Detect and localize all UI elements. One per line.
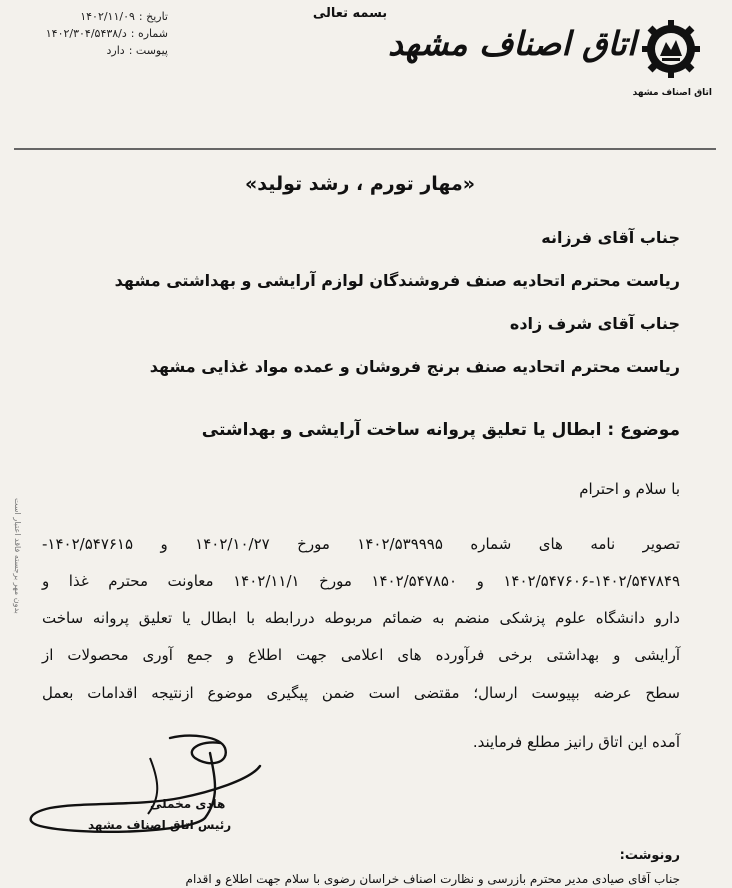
slogan: «مهار تورم ، رشد تولید»	[244, 173, 476, 195]
recipient-1-name: جناب آقای فرزانه	[541, 228, 680, 247]
body-line: ۱۴۰۲/۵۴۷۶۰۶-۱۴۰۲/۵۴۷۸۴۹ و ۱۴۰۲/۵۴۷۸۵۰ مورخ ۱۴۰۲/۱۱/۱ معاونت محترم غذا و	[42, 572, 681, 590]
signer-name: هادی مخملی	[150, 797, 226, 811]
recipient-2-title: ریاست محترم اتحادیه صنف برنج فروشان و عمده مواد غذایی مشهد	[149, 357, 680, 376]
letter-metadata	[18, 8, 168, 59]
body-line: سطح عرضه بپیوست ارسال؛ مقتضی است ضمن پیگیری موضوع ازنتیجه اقدامات بعمل	[42, 684, 680, 702]
body-line: آمده این اتاق رانیز مطلع فرمایند.	[472, 733, 680, 751]
logo-caption: اتاق اصناف مشهد	[632, 88, 712, 98]
date-row	[18, 8, 168, 25]
number-label: شماره :	[130, 27, 168, 40]
cc-recipient-line: جناب آقای صیادی مدیر محترم بازرسی و نظارت اصناف خراسان رضوی با سلام جهت اطلاع و اقدام	[185, 872, 680, 886]
org-name-calligraphy: اتاق اصناف مشهد	[387, 24, 636, 63]
number-row	[18, 25, 168, 42]
cc-label: رونوشت:	[619, 848, 680, 863]
body-line: تصویر نامه های شماره ۱۴۰۲/۵۳۹۹۹۵ مورخ ۱۴۰۲/۱۰/۲۷ و ۱۴۰۲/۵۴۷۶۱۵-	[42, 535, 680, 553]
signer-title: رئیس اتاق اصناف مشهد	[88, 818, 232, 832]
recipient-2-name: جناب آقای شرف زاده	[509, 314, 680, 333]
margin-validity-note: بدون مهر برجسته فاقد اعتبار است	[13, 498, 22, 614]
header-divider	[14, 148, 716, 150]
attachment-value: دارد	[106, 44, 125, 57]
attachment-row	[18, 42, 168, 59]
date-value: ۱۴۰۲/۱۱/۰۹	[80, 10, 135, 23]
bismillah-header: بسمه تعالی	[312, 6, 388, 21]
date-label: تاریخ :	[138, 10, 168, 23]
greeting: با سلام و احترام	[579, 480, 680, 498]
attachment-label: پیوست :	[128, 44, 168, 57]
guild-chamber-logo-icon	[640, 18, 702, 80]
body-line: آرایشی و بهداشتی برخی فرآورده های اعلامی جهت اطلاع و جمع آوری محصولات از	[42, 646, 680, 664]
letter-subject: موضوع : ابطال یا تعلیق پروانه ساخت آرایشی و بهداشتی	[201, 420, 680, 440]
body-line: دارو دانشگاه علوم پزشکی منضم به ضمائم مربوطه دررابطه با ابطال یا تعلیق پروانه ساخت	[42, 609, 680, 627]
recipient-1-title: ریاست محترم اتحادیه صنف فروشندگان لوازم آرایشی و بهداشتی مشهد	[114, 271, 680, 290]
number-value: ۱۴۰۲/۳۰۴/د/۵۴۳۸	[45, 27, 127, 40]
